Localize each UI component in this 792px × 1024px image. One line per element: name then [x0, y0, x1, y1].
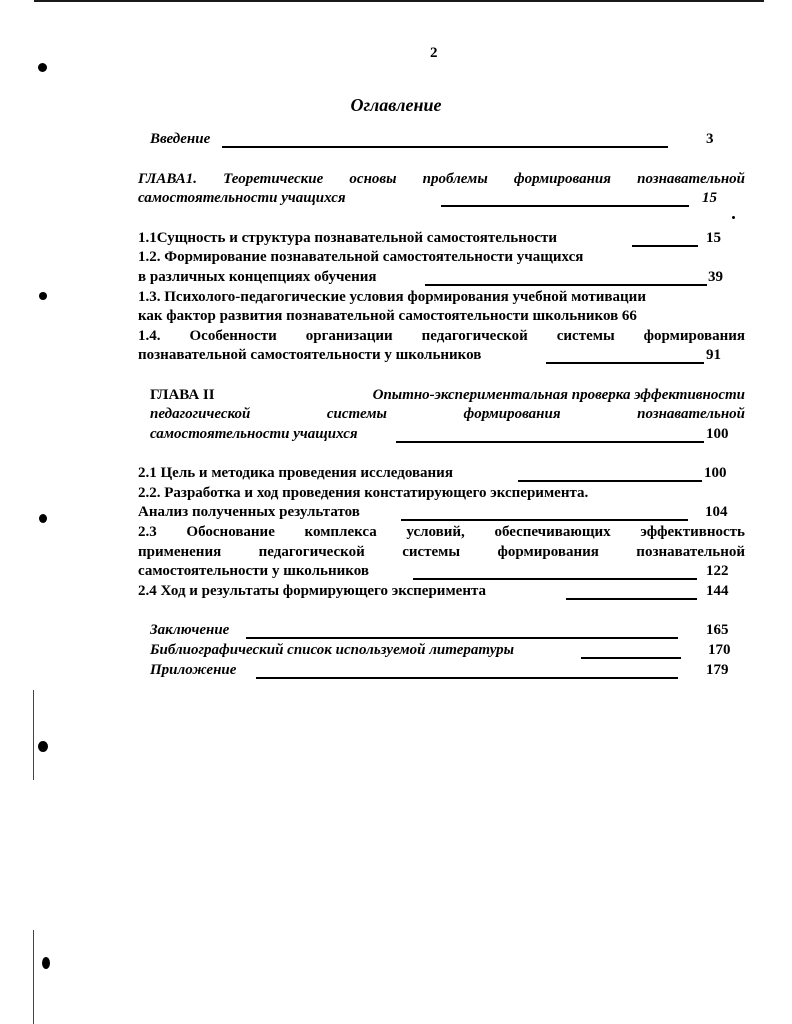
- section-1-3-cont: как фактор развития познавательной самостоятельности школьников 66: [138, 308, 637, 324]
- scan-margin-line: [33, 930, 34, 1024]
- leader-line: [222, 146, 668, 148]
- toc-intro-label: Введение: [150, 131, 211, 147]
- chapter2-heading: Опытно-экспериментальная проверка эффективности: [372, 387, 745, 403]
- leader-line: [396, 441, 704, 443]
- section-2-3: 2.3 Обоснование комплекса условий, обеспечивающих эффективность: [138, 524, 745, 540]
- chapter2-heading-cont: педагогической системы формирования познавательной: [150, 406, 745, 422]
- section-2-4: 2.4 Ход и результаты формирующего эксперимента: [138, 583, 487, 599]
- scan-margin-line: [33, 690, 34, 780]
- section-1-3: 1.3. Психолого-педагогические условия формирования учебной мотивации: [138, 289, 646, 305]
- scan-speck: [732, 216, 735, 219]
- leader-line: [246, 637, 678, 639]
- section-2-3-page: 122: [706, 563, 729, 579]
- leader-line: [401, 519, 688, 521]
- scan-speck: [39, 514, 47, 523]
- leader-line: [566, 598, 697, 600]
- chapter2-page: 100: [706, 426, 729, 442]
- leader-line: [425, 284, 707, 286]
- chapter2-prefix: ГЛАВА II: [150, 387, 215, 403]
- section-1-4-page: 91: [706, 347, 721, 363]
- section-2-2: 2.2. Разработка и ход проведения констатирующего эксперимента.: [138, 485, 589, 501]
- scan-top-border: [34, 0, 764, 2]
- section-1-2-page: 39: [708, 269, 723, 285]
- toc-appendix-page: 179: [706, 662, 729, 678]
- section-1-1-page: 15: [706, 230, 721, 246]
- section-2-2-page: 104: [705, 504, 728, 520]
- chapter1-page: 15: [702, 190, 717, 206]
- leader-line: [518, 480, 702, 482]
- leader-line: [441, 205, 689, 207]
- toc-appendix: Приложение: [150, 662, 237, 678]
- section-2-3-cont: применения педагогической системы формирования познавательной: [138, 544, 745, 560]
- chapter1-heading-cont: самостоятельности учащихся: [138, 190, 346, 206]
- scan-speck: [38, 741, 48, 752]
- leader-line: [256, 677, 678, 679]
- toc-bibliography: Библиографический список используемой литературы: [150, 642, 515, 658]
- section-1-4: 1.4. Особенности организации педагогической системы формирования: [138, 328, 745, 344]
- leader-line: [546, 362, 704, 364]
- scan-speck: [39, 292, 47, 300]
- toc-conclusion: Заключение: [150, 622, 230, 638]
- section-2-4-page: 144: [706, 583, 729, 599]
- leader-line: [581, 657, 681, 659]
- leader-line: [632, 245, 698, 247]
- section-1-2: 1.2. Формирование познавательной самостоятельности учащихся: [138, 249, 584, 265]
- section-2-1-page: 100: [704, 465, 727, 481]
- section-2-3-cont: самостоятельности у школьников: [138, 563, 369, 579]
- page-number: 2: [430, 45, 438, 61]
- section-1-2-cont: в различных концепциях обучения: [138, 269, 377, 285]
- toc-intro-page: 3: [706, 131, 714, 147]
- section-1-4-cont: познавательной самостоятельности у школьников: [138, 347, 482, 363]
- scan-speck: [38, 63, 47, 72]
- toc-bibliography-page: 170: [708, 642, 731, 658]
- scan-speck: [42, 957, 50, 969]
- chapter1-heading: ГЛАВА1. Теоретические основы проблемы формирования познавательной: [138, 171, 745, 187]
- section-1-1: 1.1Сущность и структура познавательной самостоятельности: [138, 230, 558, 246]
- section-2-2-cont: Анализ полученных результатов: [138, 504, 360, 520]
- toc-conclusion-page: 165: [706, 622, 729, 638]
- leader-line: [413, 578, 697, 580]
- toc-title: Оглавление: [350, 95, 442, 115]
- section-2-1: 2.1 Цель и методика проведения исследования: [138, 465, 453, 481]
- chapter2-heading-cont: самостоятельности учащихся: [150, 426, 358, 442]
